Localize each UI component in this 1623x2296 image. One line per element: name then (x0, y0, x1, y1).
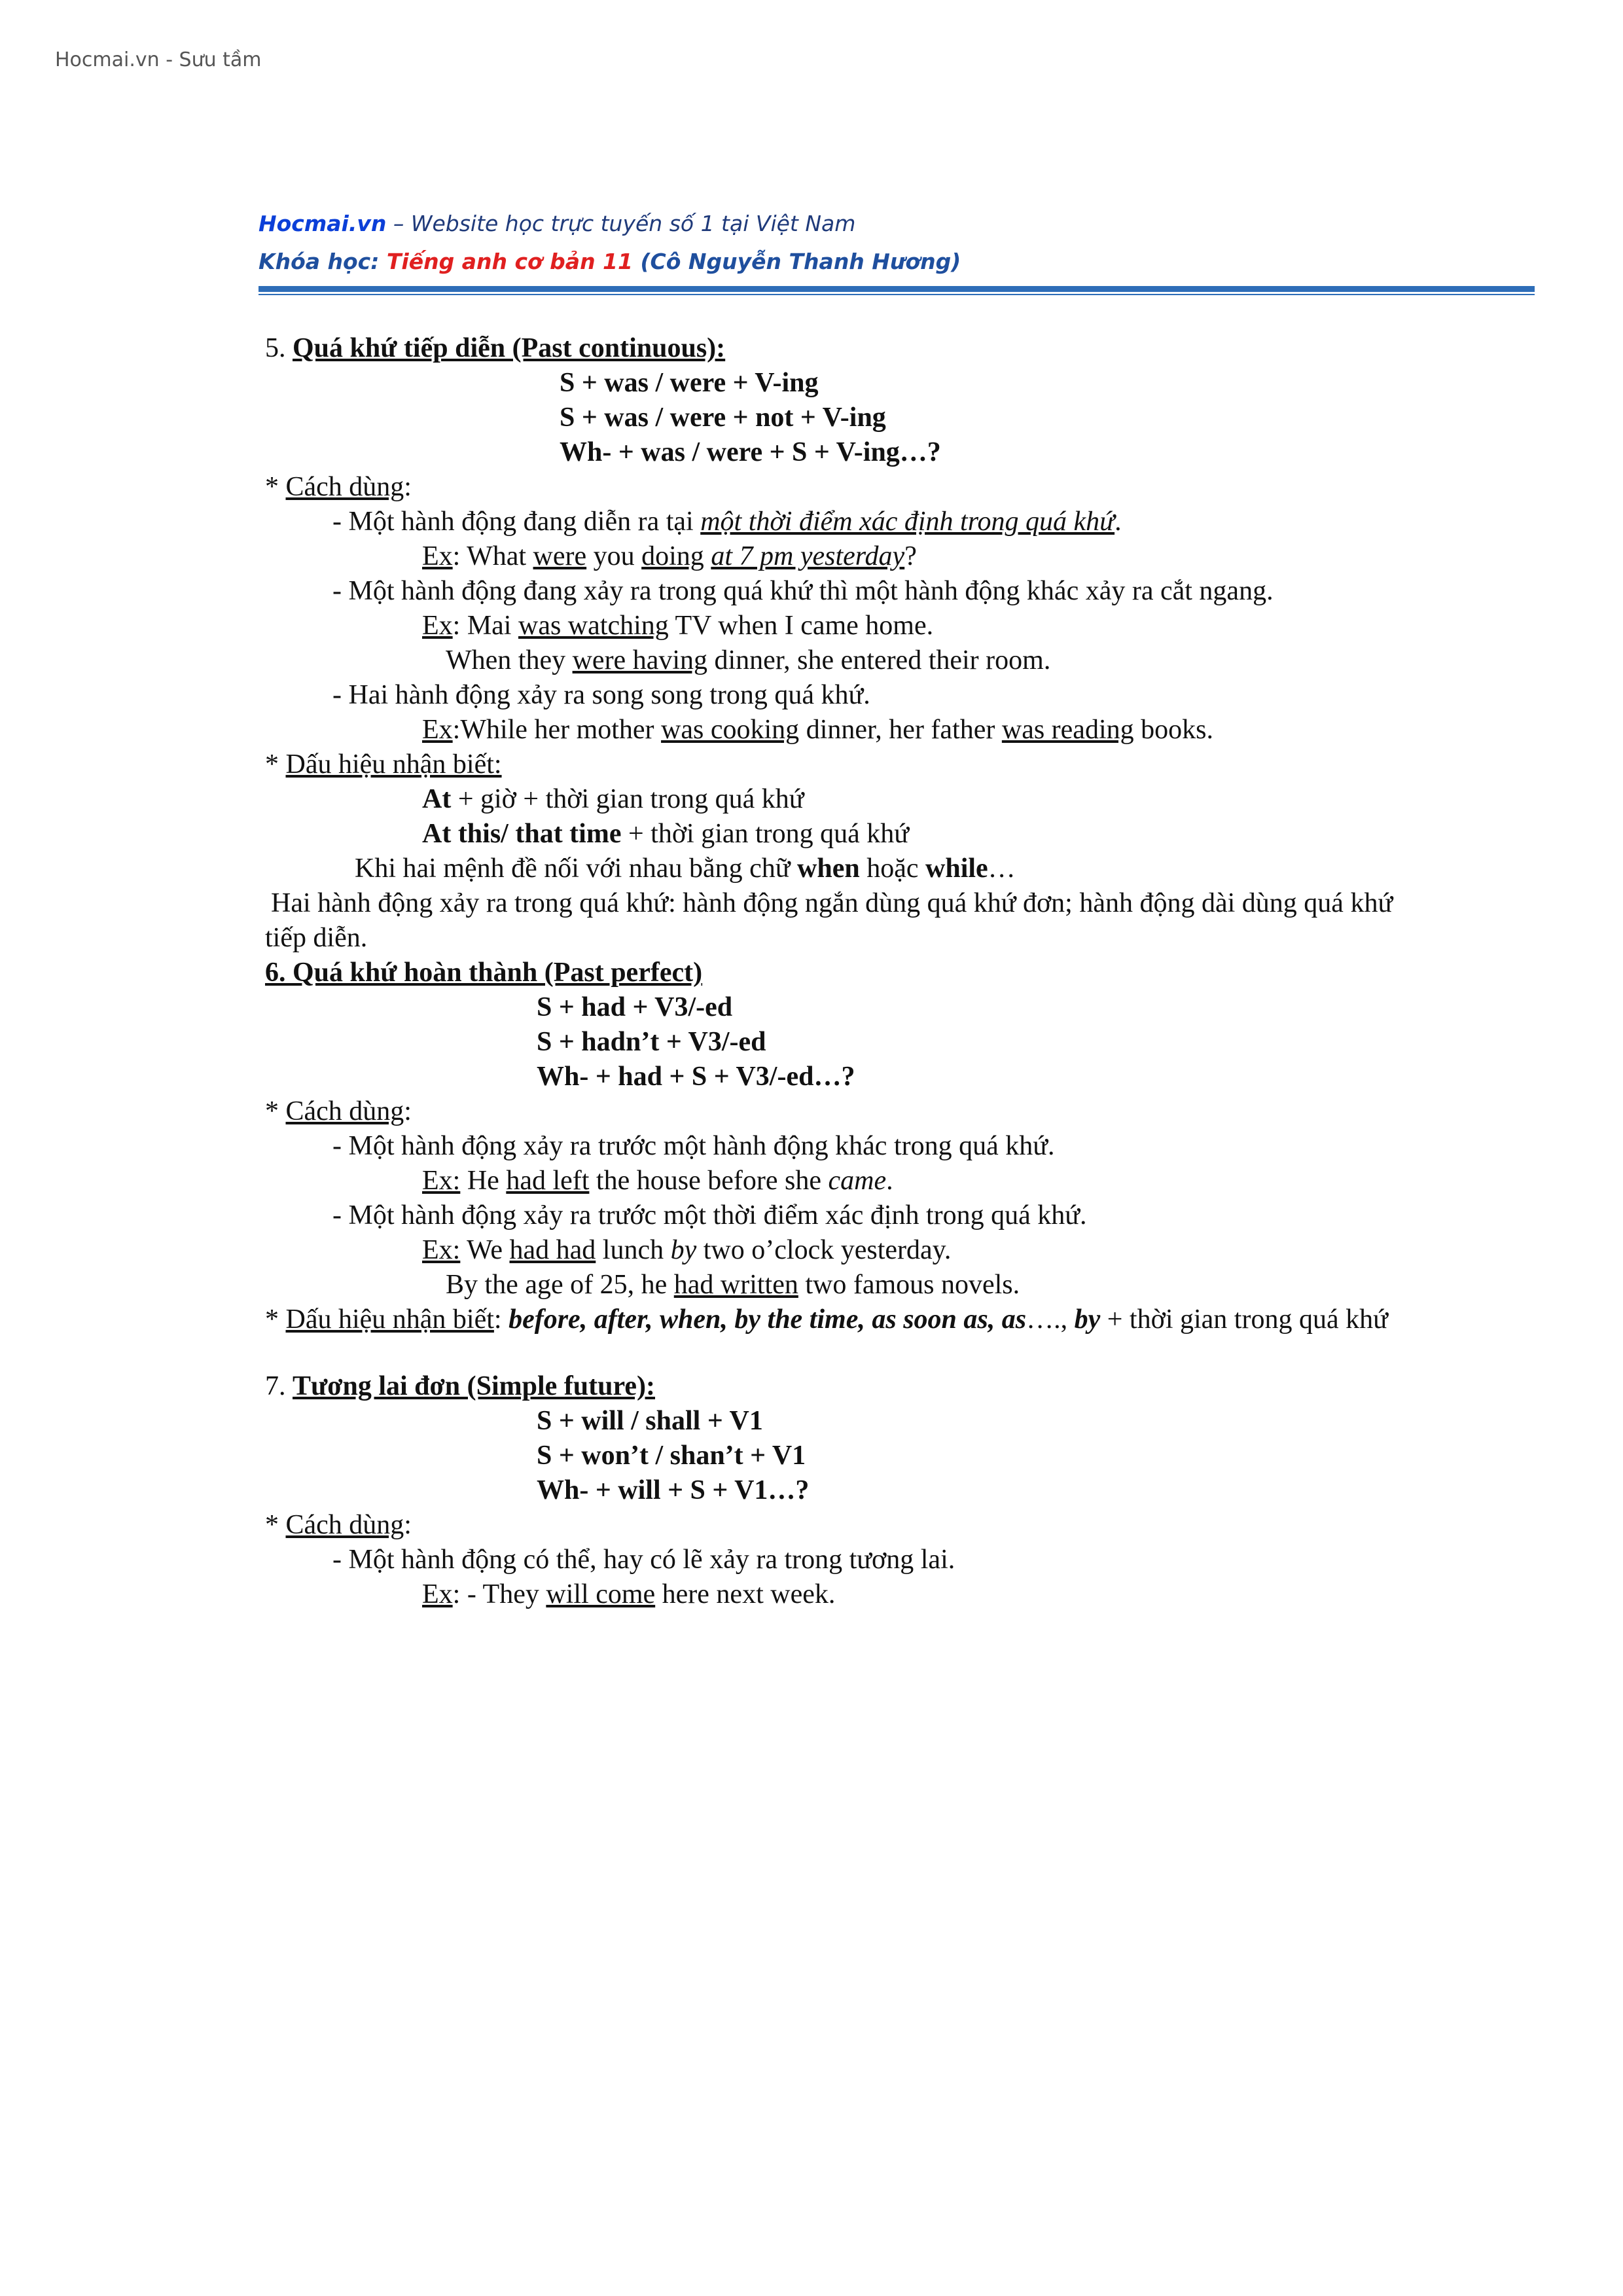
bullet-star: * (265, 1096, 286, 1126)
usage-item: - Một hành động đang xảy ra trong quá khứ thì một hành động khác xảy ra cắt ngang. (332, 576, 1274, 606)
text: : - They (452, 1579, 546, 1609)
usage-item: - Hai hành động xảy ra song song trong quá khứ. (332, 680, 870, 710)
verb: had left (506, 1166, 590, 1196)
course-name: Tiếng anh cơ bản 11 (386, 249, 633, 274)
colon: : (404, 1510, 412, 1540)
verb: had written (673, 1270, 798, 1300)
formula-affirmative: S + had + V3/-ed (537, 992, 733, 1022)
example-line (446, 1268, 1020, 1302)
usage-label: Cách dùng (285, 1510, 404, 1540)
usage-heading (265, 470, 412, 505)
example-label: Ex (422, 715, 453, 745)
text: TV when I came home. (668, 611, 934, 641)
text: : What (452, 541, 533, 571)
bullet-star: * (265, 1510, 286, 1540)
verb: was watching (518, 611, 669, 641)
text: you (586, 541, 642, 571)
text: the house before she (589, 1166, 829, 1196)
verb: were having (572, 645, 708, 675)
text: … (988, 853, 1016, 884)
example-label: Ex (422, 541, 453, 571)
sign-item (422, 782, 804, 817)
text (704, 541, 711, 571)
example-line (422, 539, 917, 574)
colon: : (493, 1304, 509, 1335)
verb: will come (546, 1579, 656, 1609)
signal-word: by (1074, 1304, 1101, 1335)
sign-item (355, 852, 1016, 886)
example-label: Ex (422, 611, 453, 641)
colon: : (404, 472, 412, 502)
usage-item: - Một hành động xảy ra trước một hành động khác trong quá khứ. (332, 1131, 1055, 1161)
formula-negative: S + hadn’t + V3/-ed (537, 1027, 766, 1057)
example-label: Ex: (422, 1166, 461, 1196)
usage-heading (265, 1508, 412, 1543)
header-rule (259, 286, 1535, 292)
text: He (460, 1166, 507, 1196)
example-line (422, 1233, 951, 1268)
usage-item: - Một hành động có thể, hay có lẽ xảy ra trong tương lai. (332, 1545, 955, 1575)
emphasis: một thời điểm xác định trong quá khứ (700, 507, 1115, 537)
site-name: Hocmai.vn (259, 211, 387, 236)
verb: came (828, 1166, 887, 1196)
text: hoặc (859, 853, 925, 884)
usage-label: Cách dùng (285, 472, 404, 502)
verb: were (533, 541, 587, 571)
signs-heading (265, 747, 502, 782)
formula-negative: S + was / were + not + V-ing (560, 403, 886, 433)
text: + giờ + thời gian trong quá khứ (451, 784, 804, 814)
keyword: when (797, 853, 860, 884)
text: Khi hai mệnh đề nối với nhau bằng chữ (355, 853, 797, 884)
formula-affirmative: S + was / were + V-ing (560, 368, 819, 398)
text: lunch (596, 1235, 671, 1265)
signal-words: before, after, when, by the time, as soon as, as (508, 1304, 1027, 1335)
signs-label: Dấu hiệu nhận biết (285, 1304, 494, 1335)
formula-question: Wh- + was / were + S + V-ing…? (560, 437, 941, 467)
example-line (422, 713, 1213, 747)
example-line (422, 1577, 835, 1612)
bullet-star: * (265, 472, 286, 502)
colon: : (404, 1096, 412, 1126)
text: . (1115, 507, 1122, 537)
formula-question: Wh- + will + S + V1…? (537, 1475, 810, 1505)
section-5-heading (265, 331, 725, 366)
text: books. (1133, 715, 1213, 745)
signs-label: Dấu hiệu nhận biết: (285, 749, 502, 780)
section-7-heading (265, 1369, 655, 1404)
course-teacher: (Cô Nguyễn Thanh Hương) (632, 249, 961, 274)
text: When they (446, 645, 573, 675)
keyword: At (422, 784, 452, 814)
sign-item (422, 817, 909, 852)
bullet-star: * (265, 749, 286, 780)
text: By the age of 25, he (446, 1270, 674, 1300)
course-label: Khóa học: (259, 249, 387, 274)
usage-item: - Một hành động xảy ra trước một thời điểm xác định trong quá khứ. (332, 1200, 1087, 1230)
text: ? (904, 541, 917, 571)
text: dinner, she entered their room. (707, 645, 1051, 675)
verb: doing (641, 541, 704, 571)
sign-note: Hai hành động xảy ra trong quá khứ: hành động ngắn dùng quá khứ đơn; hành động dài dùng quá khứ (271, 888, 1393, 918)
text: …., (1026, 1304, 1075, 1335)
time-expression: at 7 pm yesterday (711, 541, 905, 571)
text: :While her mother (452, 715, 662, 745)
formula-negative: S + won’t / shan’t + V1 (537, 1441, 806, 1471)
example-label: Ex (422, 1579, 453, 1609)
verb: had had (509, 1235, 596, 1265)
bullet-star: * (265, 1304, 286, 1335)
verb: was reading (1001, 715, 1134, 745)
section-number: 7. (265, 1371, 293, 1401)
header-line-2 (259, 249, 1535, 274)
text: two famous novels. (798, 1270, 1020, 1300)
text: : Mai (452, 611, 518, 641)
usage-item (332, 505, 1122, 539)
usage-heading (265, 1094, 412, 1129)
section-number: 5. (265, 333, 293, 363)
text: here next week. (655, 1579, 836, 1609)
header-rule-thin (259, 294, 1535, 295)
usage-label: Cách dùng (285, 1096, 404, 1126)
preposition: by (670, 1235, 697, 1265)
keyword: while (925, 853, 988, 884)
example-line (422, 1164, 893, 1198)
text: two o’clock yesterday. (696, 1235, 952, 1265)
site-tagline: – Website học trực tuyến số 1 tại Việt Nam (386, 211, 856, 236)
sign-note-cont: tiếp diễn. (265, 923, 368, 953)
formula-question: Wh- + had + S + V3/-ed…? (537, 1062, 855, 1092)
text: - Một hành động đang diễn ra tại (332, 507, 701, 537)
example-line (446, 643, 1050, 678)
example-line (422, 609, 933, 643)
keyword: At this/ that time (422, 819, 622, 849)
header-line-1 (259, 211, 1535, 236)
text: + thời gian trong quá khứ (1100, 1304, 1388, 1335)
text: We (460, 1235, 510, 1265)
example-label: Ex: (422, 1235, 461, 1265)
section-title: Tương lai đơn (Simple future): (293, 1371, 655, 1401)
text: . (886, 1166, 893, 1196)
section-6-heading: 6. Quá khứ hoàn thành (Past perfect) (265, 958, 703, 988)
formula-affirmative: S + will / shall + V1 (537, 1406, 763, 1436)
signs-line (265, 1302, 1388, 1337)
verb: was cooking (661, 715, 800, 745)
text: dinner, her father (799, 715, 1002, 745)
section-title: Quá khứ tiếp diễn (Past continuous): (293, 333, 726, 363)
text: + thời gian trong quá khứ (621, 819, 910, 849)
watermark: Hocmai.vn - Sưu tầm (55, 48, 262, 71)
